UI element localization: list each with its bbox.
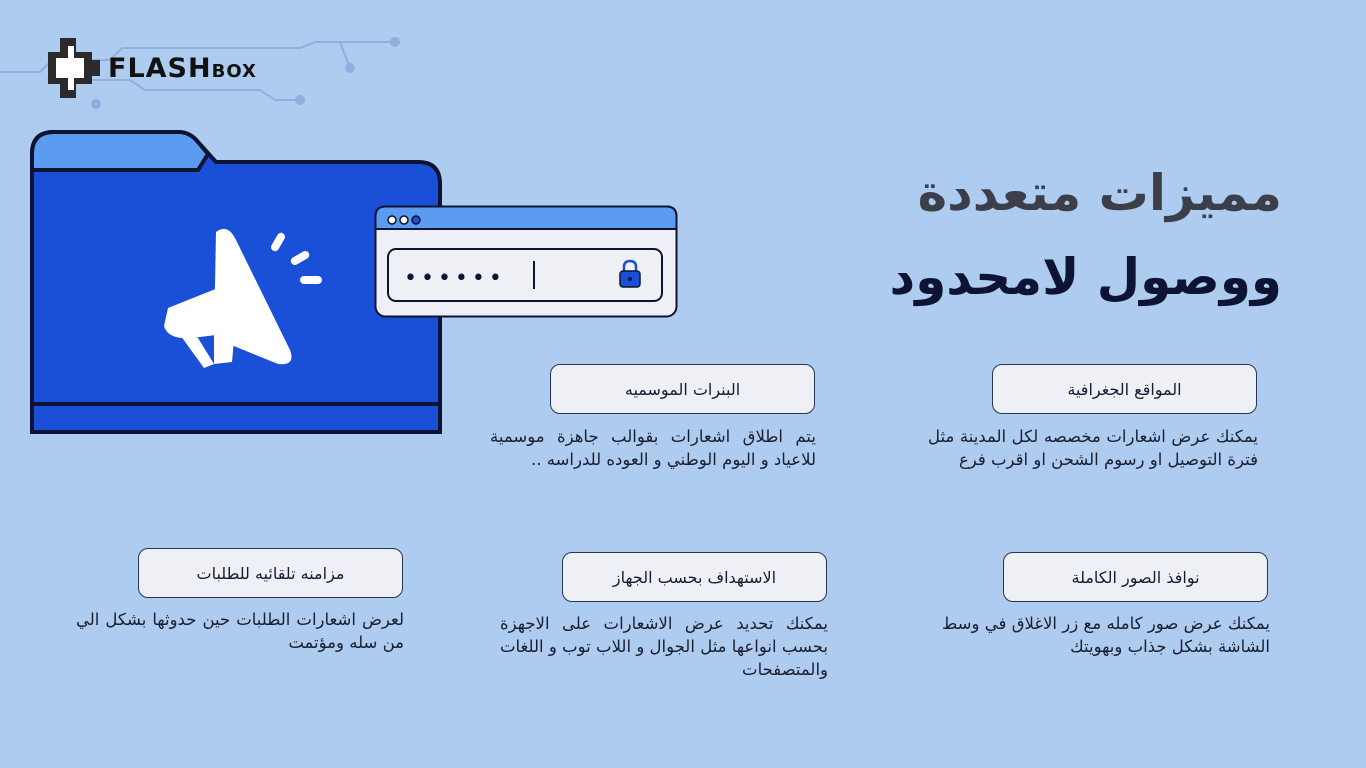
headline-line-2: ووصول لامحدود	[889, 248, 1282, 306]
brand-name: FLASHBOX	[108, 52, 257, 84]
headline-line-1: مميزات متعددة	[917, 164, 1282, 222]
brand-logo[interactable]	[48, 38, 257, 98]
feature-title-fullscreen: نوافذ الصور الكاملة	[1003, 552, 1268, 602]
feature-desc-geo: يمكنك عرض اشعارات مخصصه لكل المدينة مثل فترة التوصيل او رسوم الشحن او اقرب فرع	[928, 427, 1258, 469]
feature-title-seasonal: البنرات الموسميه	[550, 364, 815, 414]
feature-title-device: الاستهداف بحسب الجهاز	[562, 552, 827, 602]
feature-title-order-sync: مزامنه تلقائيه للطلبات	[138, 548, 403, 598]
feature-desc-device: يمكنك تحديد عرض الاشعارات على الاجهزة بحسب انواعها مثل الجوال و اللاب توب و اللغات والمتصفحات	[500, 614, 828, 679]
password-mask: ••••••	[404, 266, 506, 291]
browser-window-icon	[374, 205, 679, 321]
feature-title-geo: المواقع الجغرافية	[992, 364, 1257, 414]
flashbox-logo-icon	[48, 38, 100, 98]
feature-desc-fullscreen: يمكنك عرض صور كامله مع زر الاغلاق في وسط الشاشة بشكل جذاب وبهويتك	[942, 614, 1270, 656]
feature-desc-seasonal: يتم اطلاق اشعارات بقوالب جاهزة موسمية للاعياد و اليوم الوطني و العوده للدراسه ..	[490, 427, 816, 469]
feature-desc-order-sync: لعرض اشعارات الطلبات حين حدوثها بشكل الي من سله ومؤتمت	[76, 610, 404, 652]
